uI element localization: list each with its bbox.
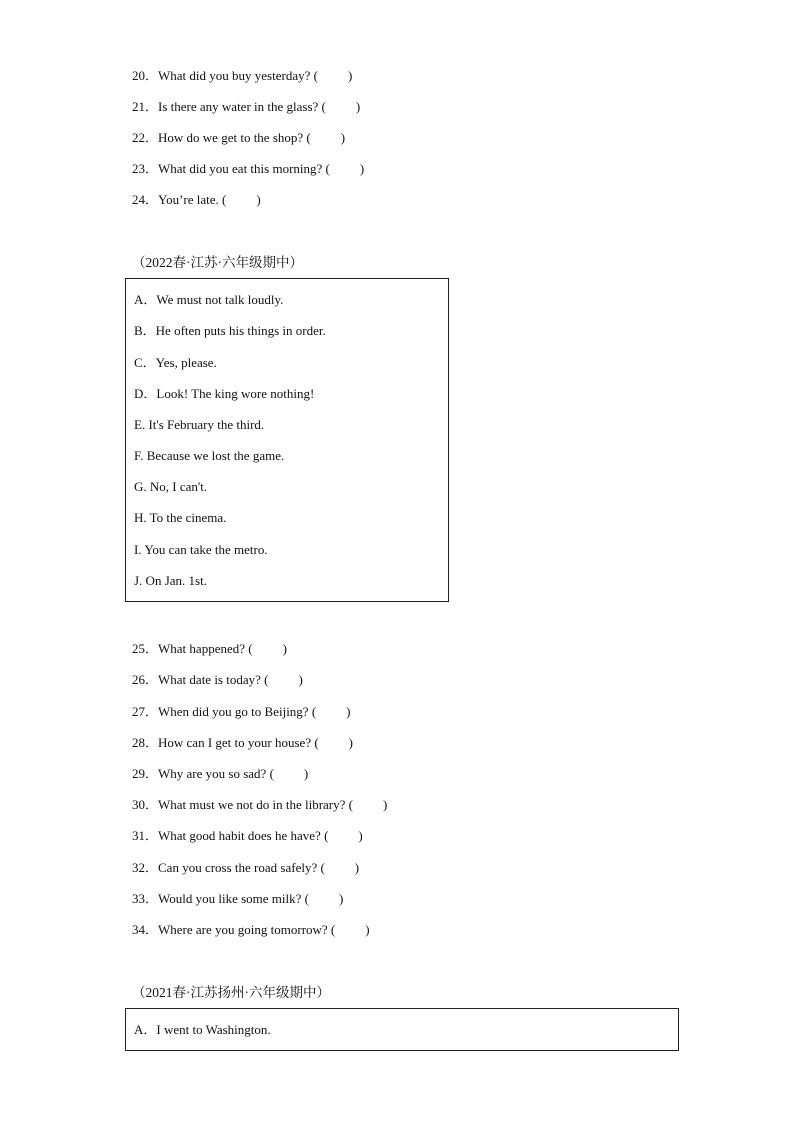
option-a: A．I went to Washington.: [134, 1022, 271, 1037]
question-21: 21．Is there any water in the glass? ( ): [132, 99, 361, 114]
question-29: 29．Why are you so sad? ( ): [132, 766, 309, 781]
question-33: 33．Would you like some milk? ( ): [132, 891, 344, 906]
options-box: [125, 278, 449, 602]
option-c: C．Yes, please.: [134, 355, 217, 370]
question-22: 22．How do we get to the shop? ( ): [132, 130, 346, 145]
question-25: 25．What happened? ( ): [132, 641, 287, 656]
question-26: 26．What date is today? ( ): [132, 672, 303, 687]
question-27: 27．When did you go to Beijing? ( ): [132, 704, 351, 719]
option-b: B．He often puts his things in order.: [134, 323, 326, 338]
option-i: I. You can take the metro.: [134, 542, 268, 557]
option-f: F. Because we lost the game.: [134, 448, 285, 463]
question-34: 34．Where are you going tomorrow? ( ): [132, 922, 370, 937]
option-d: D．Look! The king wore nothing!: [134, 386, 315, 401]
option-j: J. On Jan. 1st.: [134, 573, 207, 588]
option-h: H. To the cinema.: [134, 510, 227, 525]
question-32: 32．Can you cross the road safely? ( ): [132, 860, 360, 875]
options-box: [125, 1008, 679, 1051]
question-30: 30．What must we not do in the library? ( ): [132, 797, 388, 812]
question-28: 28．How can I get to your house? ( ): [132, 735, 354, 750]
question-20: 20．What did you buy yesterday? ( ): [132, 68, 353, 83]
question-31: 31．What good habit does he have? ( ): [132, 828, 363, 843]
option-a: A．We must not talk loudly.: [134, 292, 284, 307]
question-24: 24．You’re late. ( ): [132, 192, 261, 207]
section-source: （2021春·江苏扬州·六年级期中）: [132, 985, 330, 1000]
question-23: 23．What did you eat this morning? ( ): [132, 161, 365, 176]
section-source: （2022春·江苏·六年级期中）: [132, 255, 303, 270]
option-g: G. No, I can't.: [134, 479, 208, 494]
option-e: E. It's February the third.: [134, 417, 265, 432]
